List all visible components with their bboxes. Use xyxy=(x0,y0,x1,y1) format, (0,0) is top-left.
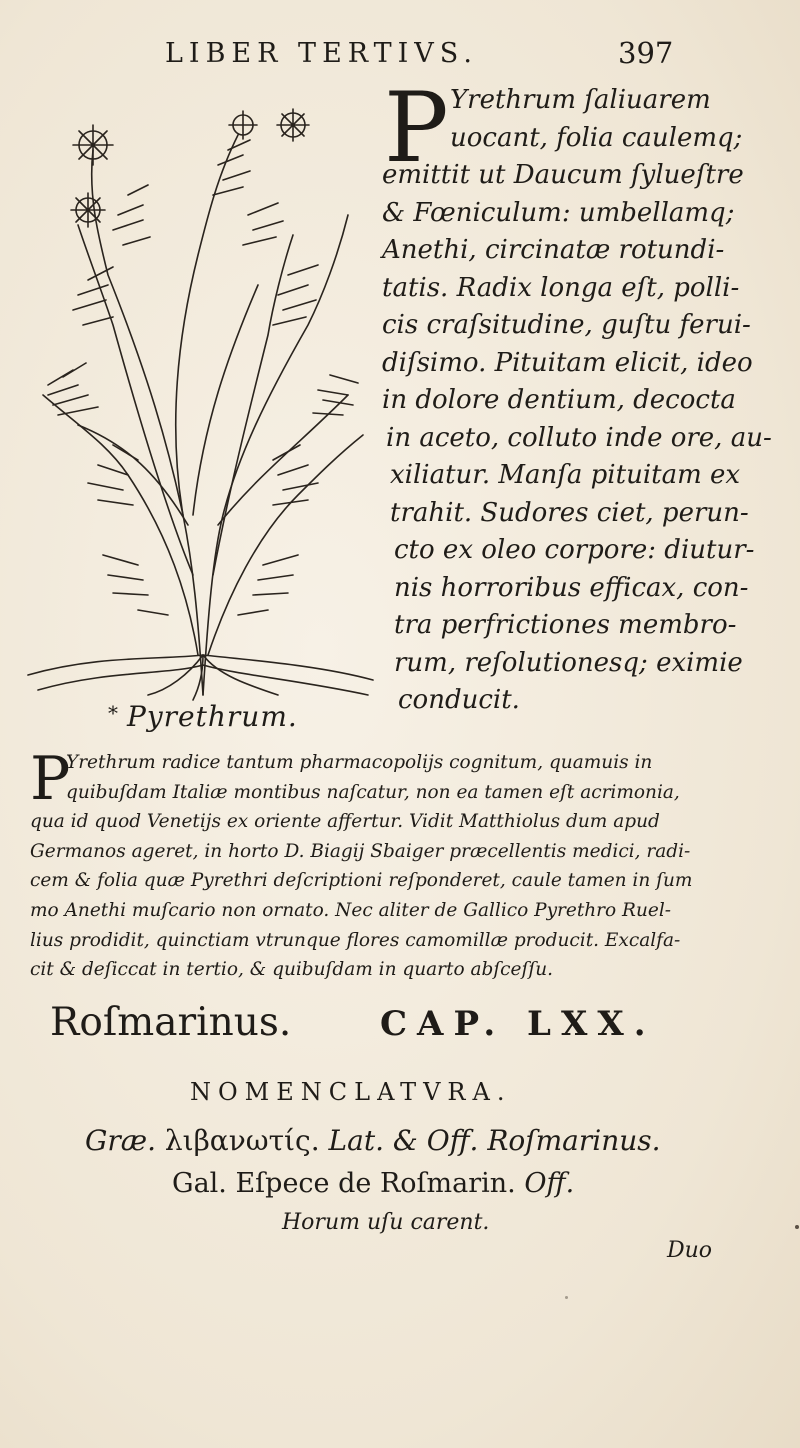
text-line: & Fœniculum: umbellamq; xyxy=(382,197,735,228)
illustration-caption xyxy=(108,700,298,733)
pyrethrum-woodcut-illustration xyxy=(18,95,383,705)
ampersand: & xyxy=(392,1124,418,1157)
text-line: in dolore dentium, decocta xyxy=(382,385,736,415)
text-line: quibuſdam Italiæ montibus naſcatur, non ea tamen eſt acrimonia, xyxy=(66,781,680,803)
catchword: Duo xyxy=(667,1238,713,1263)
chapter-number: CAP. LXX. xyxy=(380,1004,656,1044)
text-line: rum, reſolutionesq; eximie xyxy=(394,647,743,678)
text-line: uocant, folia caulemq; xyxy=(450,122,743,153)
text-line: mo Anethi muſcario non ornato. Nec aliter de Gallico Pyrethro Ruel- xyxy=(30,899,672,921)
text-line: Yrethrum radice tantum pharmacopolijs cognitum, quamuis in xyxy=(66,752,653,773)
greek-abbrev: Græ. xyxy=(85,1124,156,1157)
officinal-name: Off. Roſmarinus. xyxy=(426,1124,661,1157)
text-line: in aceto, colluto inde ore, au- xyxy=(386,422,772,453)
text-line: tatis. Radix longa eſt, polli- xyxy=(382,272,740,303)
text-line: tra perfrictiones membro- xyxy=(394,610,737,640)
gallic-name: Gal. Eſpece de Roſmarin. xyxy=(172,1168,516,1199)
text-line: qua id quod Venetijs ex oriente affertur. Vidit Matthiolus dum apud xyxy=(30,811,660,833)
text-line: diſsimo. Pituitam elicit, ideo xyxy=(382,347,753,378)
text-line: cto ex oleo corpore: diutur- xyxy=(394,535,755,565)
caption-text: Pyrethrum. xyxy=(127,700,298,733)
drop-cap-initial: P xyxy=(384,72,449,184)
running-head: LIBER TERTIVS. xyxy=(165,38,478,69)
paper-speck xyxy=(795,1225,799,1229)
gallic-name-line xyxy=(172,1168,574,1199)
text-line: cem & folia quæ Pyrethri deſcriptioni reſponderet, caule tamen in ſum xyxy=(30,870,693,892)
drop-cap-initial: P xyxy=(30,744,71,814)
caption-marker: * xyxy=(108,701,119,725)
nomenclatura-heading: NOMENCLATVRA. xyxy=(190,1078,512,1106)
text-line: cis craſsitudine, guſtu ferui- xyxy=(382,310,751,340)
text-line: Yrethrum ſaliuarem xyxy=(450,85,711,115)
officinal-abbrev: Off. xyxy=(524,1168,575,1199)
text-line: trahit. Sudores ciet, perun- xyxy=(390,497,749,528)
text-line: conducit. xyxy=(398,685,520,715)
chapter-title: Roſmarinus. xyxy=(50,1000,292,1045)
usage-note: Horum uſu carent. xyxy=(282,1210,490,1235)
text-line: Anethi, circinatæ rotundi- xyxy=(382,235,725,265)
text-line: xiliatur. Manſa pituitam ex xyxy=(390,460,741,490)
text-line: lius prodidit, quinctiam vtrunque flores camomillæ producit. Excalfa- xyxy=(30,929,681,951)
latin-abbrev: Lat. xyxy=(328,1124,384,1157)
names-line xyxy=(85,1124,661,1157)
commentary-paragraph xyxy=(30,744,720,985)
text-line: nis horroribus efficax, con- xyxy=(394,572,749,603)
description-column xyxy=(368,72,772,720)
text-line: cit & deſiccat in tertio, & quibuſdam in quarto abſceſſu. xyxy=(30,959,553,981)
text-line: emittit ut Daucum ſylueſtre xyxy=(382,160,744,190)
greek-name: λιβανωτίς. xyxy=(164,1124,320,1157)
page-number: 397 xyxy=(618,36,674,70)
text-line: Germanos ageret, in horto D. Biagij Sbaiger præcellentis medici, radi- xyxy=(30,840,691,862)
paper-speck xyxy=(565,1296,568,1299)
